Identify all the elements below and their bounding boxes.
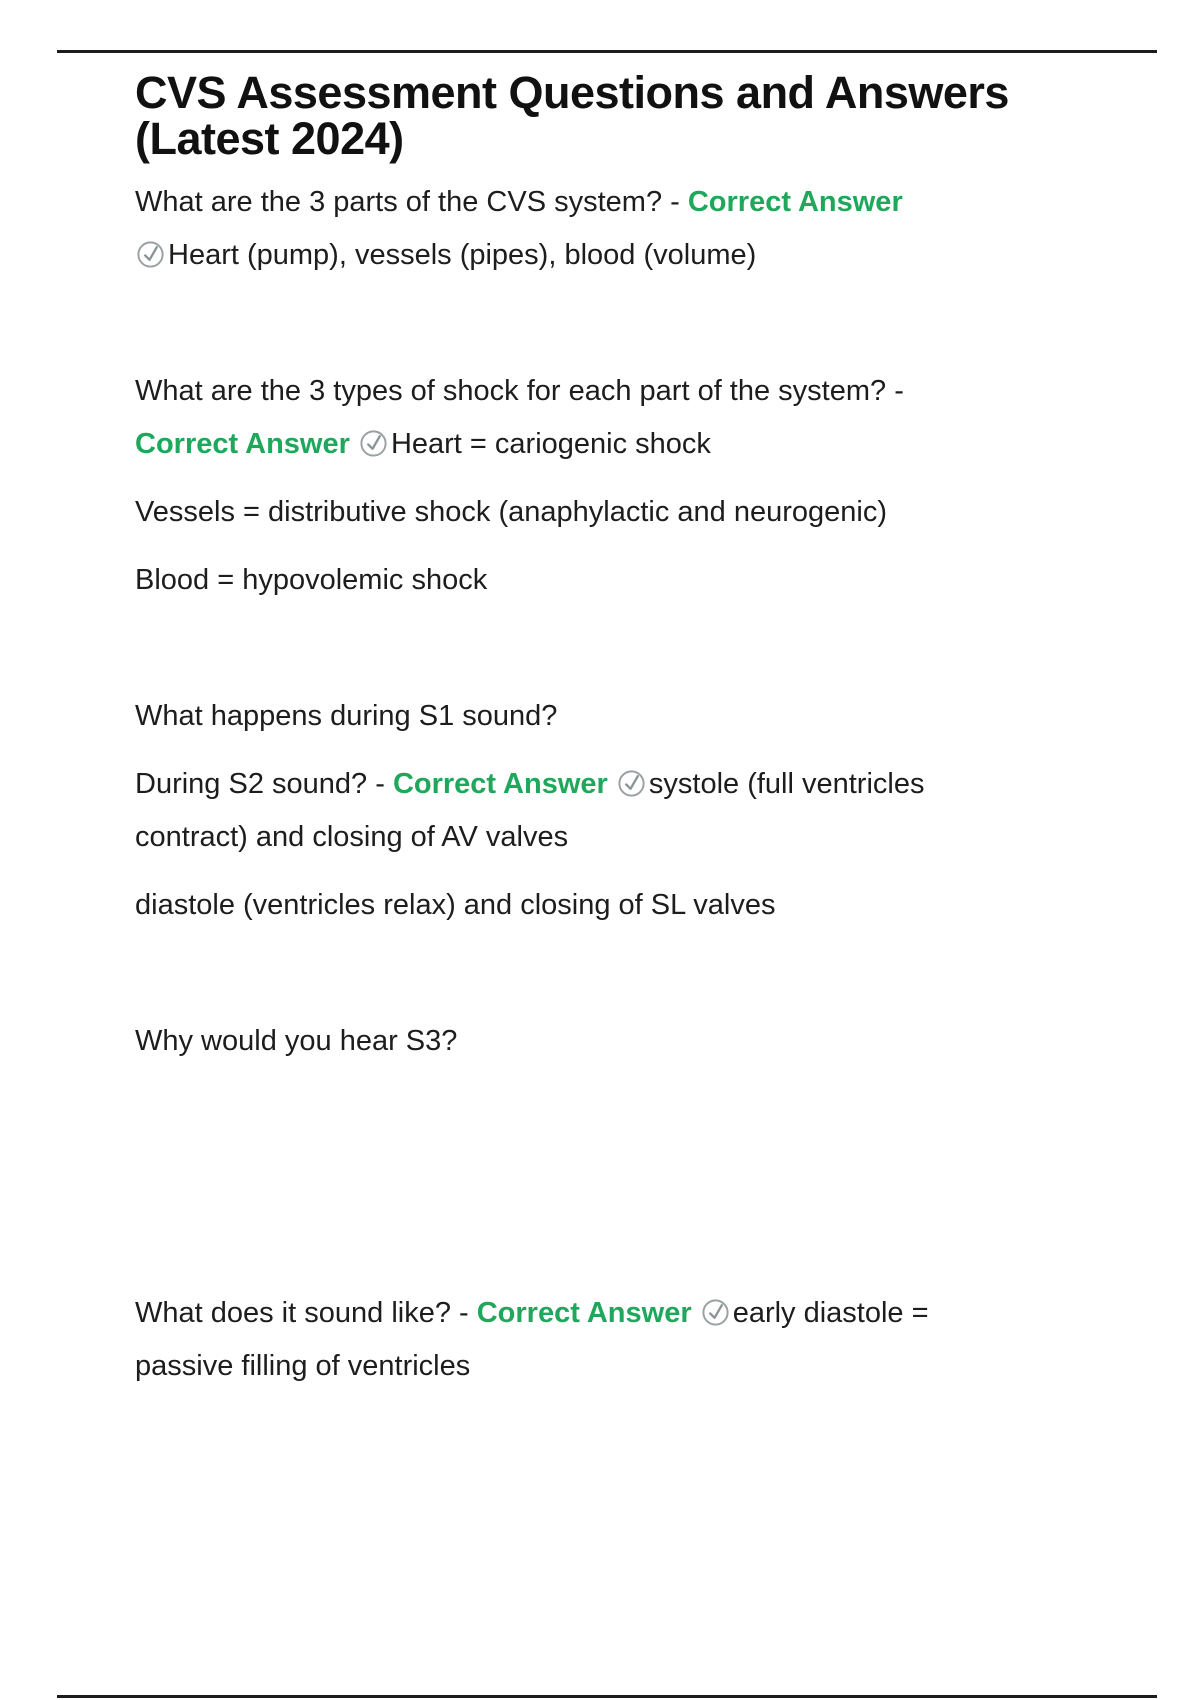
body-text: contract) and closing of AV valves bbox=[135, 821, 569, 853]
body-text: During S2 sound? - bbox=[135, 768, 393, 800]
blank-line bbox=[135, 1083, 1100, 1136]
body-text bbox=[350, 428, 358, 460]
text-line bbox=[135, 811, 1100, 864]
body-text bbox=[608, 768, 616, 800]
body-text: early diastole = bbox=[732, 1297, 929, 1329]
body-text bbox=[692, 1297, 700, 1329]
paragraph bbox=[135, 690, 1100, 743]
body-text: systole (full ventricles bbox=[648, 768, 925, 800]
blank-line bbox=[135, 1151, 1100, 1204]
qa-content bbox=[135, 176, 1100, 1393]
paragraph bbox=[135, 1287, 1100, 1393]
page-title-line-2: (Latest 2024) bbox=[135, 113, 404, 164]
text-line bbox=[135, 229, 1100, 282]
blank-line bbox=[135, 1219, 1100, 1272]
paragraph bbox=[135, 486, 1100, 539]
paragraph bbox=[135, 176, 1100, 282]
correct-answer-label: Correct Answer bbox=[476, 1297, 692, 1329]
text-line bbox=[135, 1287, 1100, 1340]
blank-line bbox=[135, 947, 1100, 1000]
body-text: Why would you hear S3? bbox=[135, 1025, 458, 1057]
body-text: diastole (ventricles relax) and closing of SL valves bbox=[135, 889, 776, 921]
text-line bbox=[135, 879, 1100, 932]
text-line bbox=[135, 1340, 1100, 1393]
paragraph bbox=[135, 365, 1100, 471]
bottom-rule bbox=[57, 1695, 1157, 1698]
text-line bbox=[135, 176, 1100, 229]
check-circle-icon bbox=[700, 1287, 733, 1340]
blank-line bbox=[135, 297, 1100, 350]
paragraph bbox=[135, 1015, 1100, 1068]
paragraph bbox=[135, 554, 1100, 607]
body-text: Vessels = distributive shock (anaphylactic and neurogenic) bbox=[135, 496, 888, 528]
text-line bbox=[135, 1015, 1100, 1068]
check-circle-icon bbox=[358, 418, 391, 471]
text-line bbox=[135, 365, 1100, 418]
body-text: What are the 3 types of shock for each part of the system? - bbox=[135, 375, 904, 407]
blank-line bbox=[135, 622, 1100, 675]
correct-answer-label: Correct Answer bbox=[687, 186, 903, 218]
body-text: What does it sound like? - bbox=[135, 1297, 477, 1329]
text-line bbox=[135, 418, 1100, 471]
check-circle-icon bbox=[135, 229, 168, 282]
page-title-line-1: CVS Assessment Questions and Answers bbox=[135, 67, 1009, 118]
correct-answer-label: Correct Answer bbox=[392, 768, 608, 800]
body-text: Blood = hypovolemic shock bbox=[135, 564, 488, 596]
text-line bbox=[135, 690, 1100, 743]
page-title bbox=[135, 67, 1100, 164]
text-line bbox=[135, 486, 1100, 539]
body-text: Heart = cariogenic shock bbox=[390, 428, 711, 460]
paragraph bbox=[135, 879, 1100, 932]
correct-answer-label: Correct Answer bbox=[135, 428, 350, 460]
text-line bbox=[135, 758, 1100, 811]
body-text: Heart (pump), vessels (pipes), blood (volume) bbox=[168, 239, 757, 271]
top-rule bbox=[57, 50, 1157, 53]
body-text: What are the 3 parts of the CVS system? - bbox=[135, 186, 688, 218]
body-text: passive filling of ventricles bbox=[135, 1350, 471, 1382]
check-circle-icon bbox=[616, 758, 649, 811]
paragraph bbox=[135, 758, 1100, 864]
text-line bbox=[135, 554, 1100, 607]
body-text: What happens during S1 sound? bbox=[135, 700, 558, 732]
document-body bbox=[135, 67, 1100, 1408]
